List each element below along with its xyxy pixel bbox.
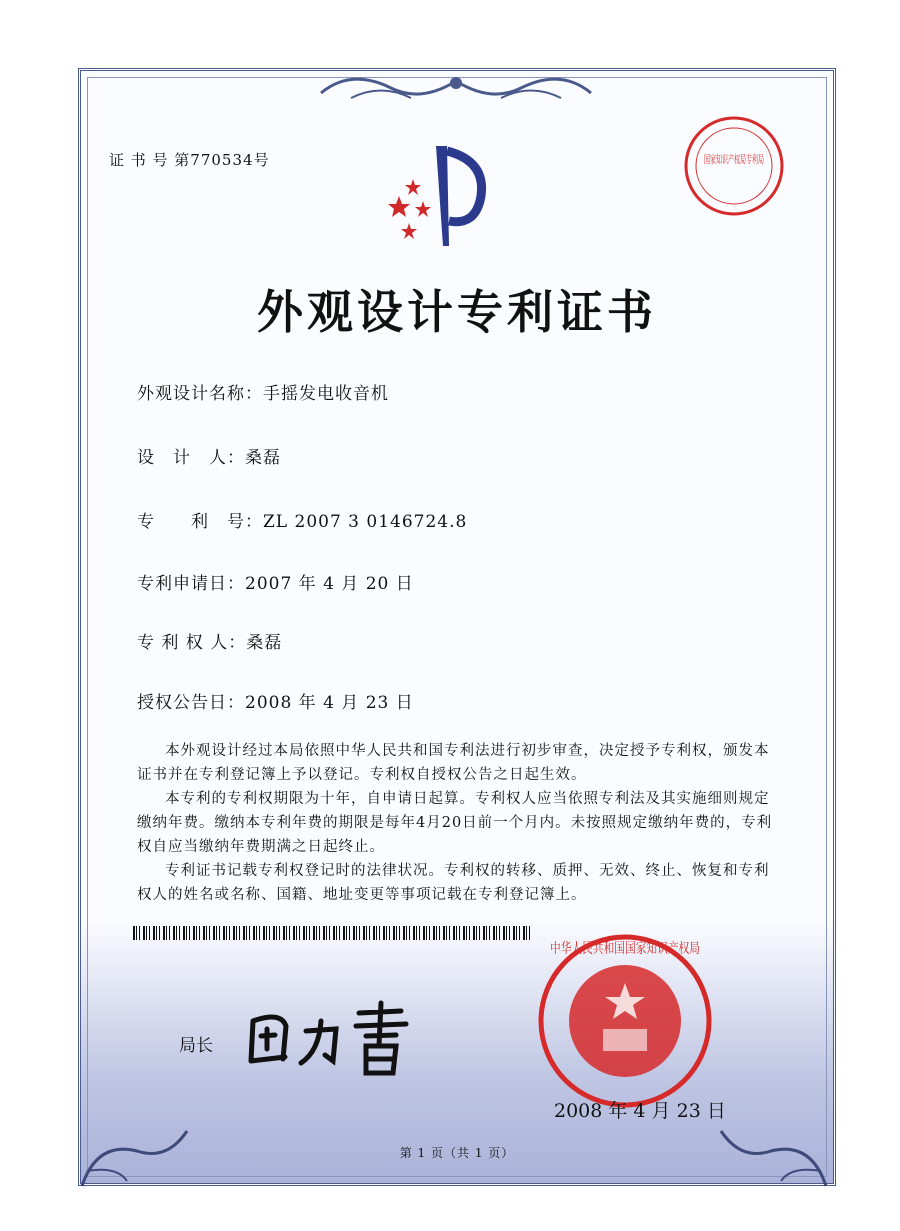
certificate-title: 外观设计专利证书 <box>257 285 657 339</box>
top-ornament <box>311 63 601 113</box>
field-design-name <box>137 379 389 404</box>
director-label: 局长 <box>179 1036 213 1056</box>
barcode <box>133 926 533 940</box>
seal-big-text: 中华人民共和国国家知识产权局 <box>550 941 746 957</box>
certificate-frame <box>78 68 836 1186</box>
patent-bureau-seal <box>679 111 814 221</box>
body-paragraph: 专利证书记载专利权登记时的法律状况。专利权的转移、质押、无效、终止、恢复和专利权人的姓名或名称、国籍、地址变更等事项记载在专利登记簿上。 <box>137 863 770 903</box>
field-label: 外观设计名称： <box>137 384 263 404</box>
page-number: 第 1 页（共 1 页） <box>399 1146 515 1160</box>
field-patentee <box>137 628 282 653</box>
field-label: 授权公告日： <box>137 693 245 713</box>
field-application-date <box>137 569 414 594</box>
field-label: 设 计 人： <box>137 448 245 468</box>
field-value: 桑磊 <box>246 633 283 653</box>
body-paragraph: 本外观设计经过本局依照中华人民共和国专利法进行初步审查，决定授予专利权，颁发本证书并在专利登记簿上予以登记。专利权自授权公告之日起生效。 <box>137 743 770 783</box>
issue-date: 2008 年 4 月 23 日 <box>554 1100 726 1122</box>
field-value: 桑磊 <box>245 448 281 468</box>
field-label: 专 利 号： <box>137 512 263 532</box>
field-label: 专利申请日： <box>137 574 245 594</box>
field-designer <box>137 443 281 468</box>
seal-top-text: 国家知识产权局专利局 <box>704 153 814 166</box>
field-value: ZL 2007 3 0146724.8 <box>263 512 468 532</box>
field-patent-number <box>137 507 467 532</box>
field-value: 2008 年 4 月 23 日 <box>245 693 414 713</box>
field-value: 2007 年 4 月 20 日 <box>245 574 414 594</box>
patent-office-emblem-icon <box>381 141 491 251</box>
director-signature <box>241 991 421 1081</box>
certificate-number: 证 书 号 第770534号 <box>109 151 270 169</box>
body-paragraph: 本专利的专利权期限为十年，自申请日起算。专利权人应当依照专利法及其实施细则规定缴纳年费。缴纳本专利年费的期限是每年4月20日前一个月内。未按照规定缴纳年费的，专利权自应当缴纳年费期满之日起终止。 <box>137 791 773 855</box>
field-value: 手摇发电收音机 <box>263 384 389 404</box>
field-grant-date <box>137 688 414 713</box>
field-label: 专 利 权 人： <box>137 633 247 653</box>
